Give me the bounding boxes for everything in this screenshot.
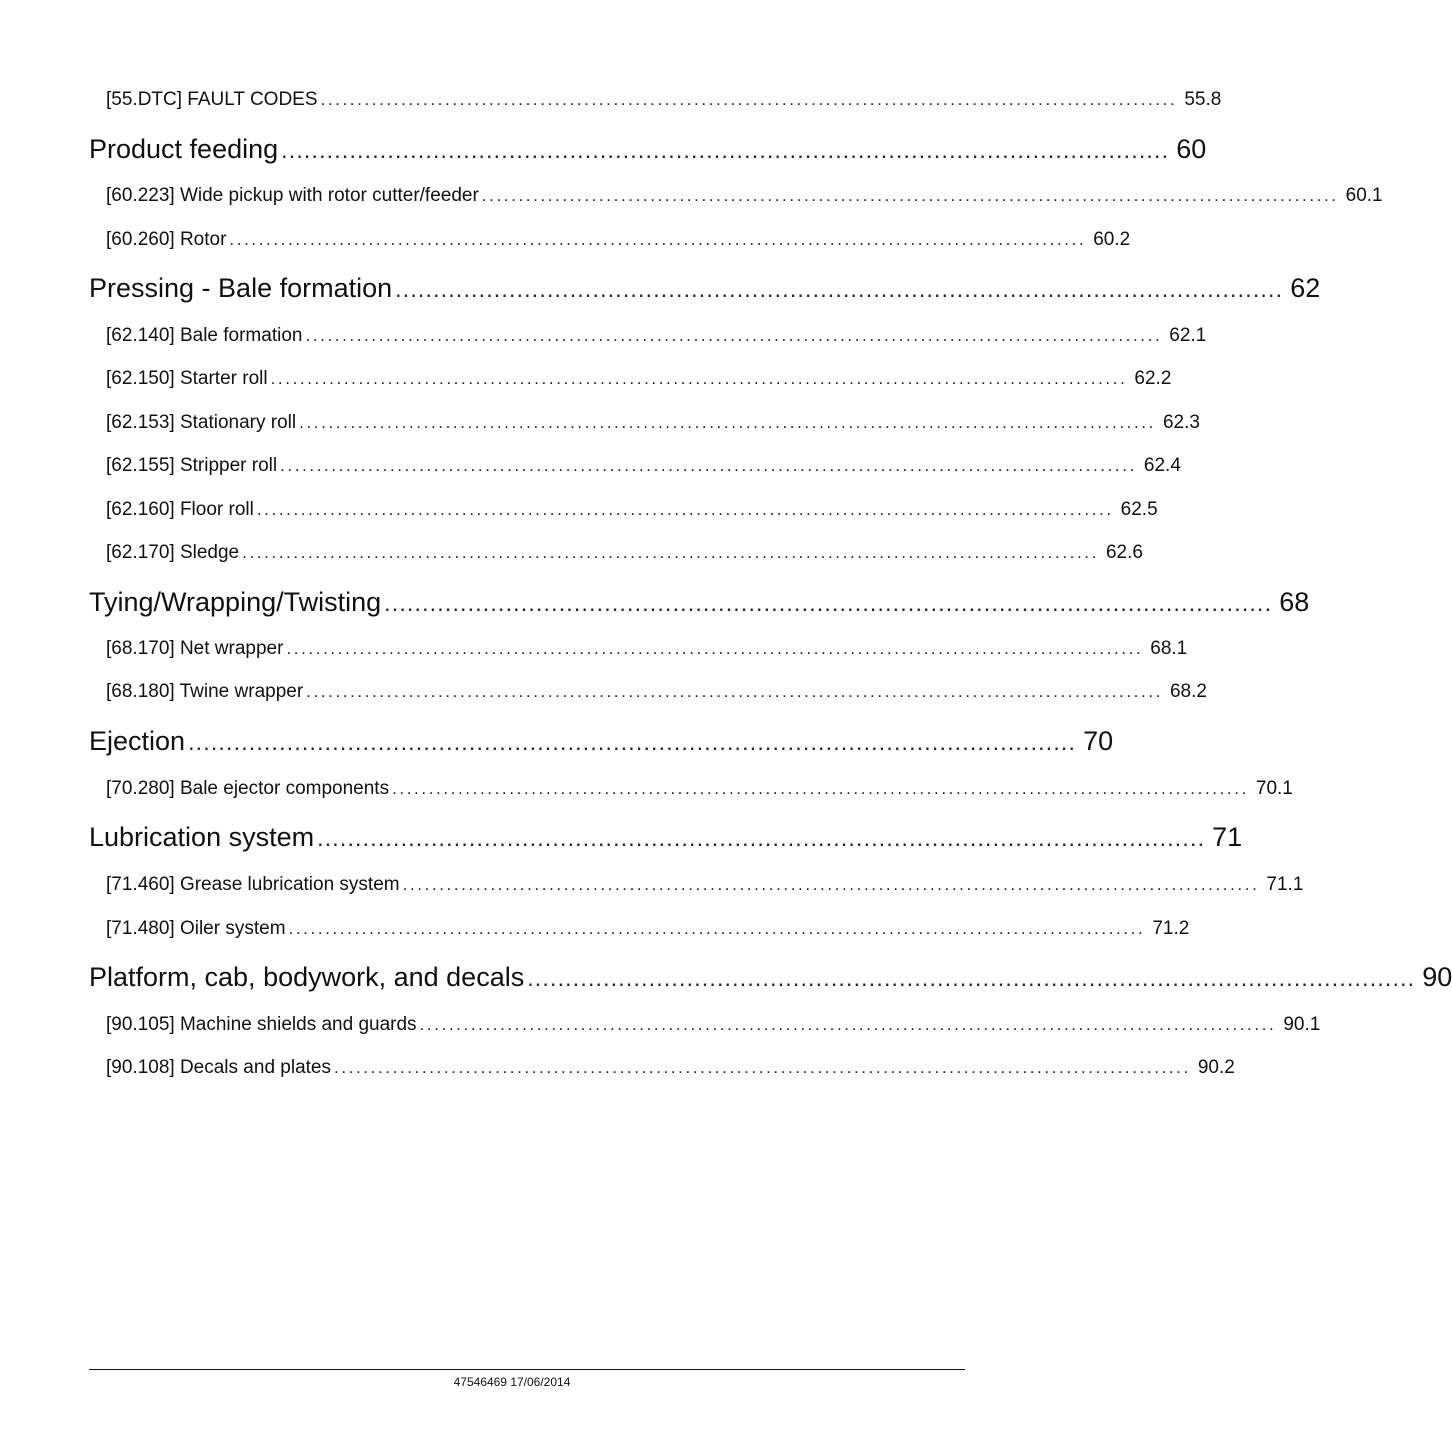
toc-entry-page: 62.3 — [1162, 412, 1200, 433]
toc-entry-page: 55.8 — [1184, 89, 1222, 110]
toc-leader-dots: ..................................................................................................................... — [419, 1015, 1277, 1034]
toc-section-page: 62 — [1290, 273, 1321, 303]
toc-entry[interactable] — [106, 368, 1172, 390]
toc-entry-page: 90.1 — [1283, 1014, 1321, 1035]
toc-leader-dots: ..................................................................................................................... — [334, 1058, 1191, 1077]
toc-leader-dots: ..................................................................................................................... — [188, 729, 1077, 755]
toc-leader-dots: ..................................................................................................................... — [256, 500, 1114, 519]
toc-entry-label: [60.223] Wide pickup with rotor cutter/feeder — [106, 185, 479, 206]
toc-entry[interactable] — [106, 455, 1181, 477]
toc-entry[interactable] — [106, 778, 1293, 800]
toc-entry-page: 60.1 — [1345, 185, 1383, 206]
toc-leader-dots: ..................................................................................................................... — [281, 137, 1170, 163]
toc-entry[interactable] — [106, 89, 1222, 111]
toc-entry-label: [90.105] Machine shields and guards — [106, 1014, 417, 1035]
toc-entry-label: [70.280] Bale ejector components — [106, 778, 390, 799]
toc-leader-dots: ..................................................................................................................... — [288, 919, 1146, 938]
toc-leader-dots: ..................................................................................................................... — [384, 590, 1273, 616]
toc-section-label: Tying/Wrapping/Twisting — [89, 587, 382, 617]
toc-section-page: 71 — [1212, 822, 1243, 852]
toc-section-label: Ejection — [89, 726, 186, 756]
toc-entry-page: 62.4 — [1143, 455, 1181, 476]
toc-section[interactable] — [89, 726, 1114, 757]
toc-leader-dots: ..................................................................................................................... — [527, 965, 1416, 991]
toc-entry-page: 62.1 — [1169, 325, 1207, 346]
toc-leader-dots: ..................................................................................................................... — [299, 413, 1156, 432]
toc-entry-label: [60.260] Rotor — [106, 229, 227, 250]
toc-entry-label: [90.108] Decals and plates — [106, 1057, 331, 1078]
toc-leader-dots: ..................................................................................................................... — [229, 230, 1087, 249]
toc-section-label: Platform, cab, bodywork, and decals — [89, 962, 525, 992]
toc-leader-dots: ..................................................................................................................... — [395, 276, 1284, 302]
toc-section-page: 70 — [1083, 726, 1114, 756]
toc-leader-dots: ..................................................................................................................... — [306, 682, 1163, 701]
toc-entry-page: 62.5 — [1120, 499, 1158, 520]
toc-section[interactable] — [89, 134, 1207, 165]
toc-section-page: 90 — [1422, 962, 1452, 992]
toc-section-page: 60 — [1176, 134, 1207, 164]
toc-entry-label: [62.155] Stripper roll — [106, 455, 278, 476]
toc-entry[interactable] — [106, 542, 1143, 564]
toc-entry[interactable] — [106, 185, 1383, 207]
toc-entry[interactable] — [106, 412, 1200, 434]
toc-leader-dots: ..................................................................................................................... — [320, 90, 1178, 109]
toc-entry-label: [62.153] Stationary roll — [106, 412, 297, 433]
toc-entry-label: [62.170] Sledge — [106, 542, 240, 563]
toc-section-page: 68 — [1279, 587, 1310, 617]
toc-entry[interactable] — [106, 638, 1188, 660]
toc-entry-label: [71.480] Oiler system — [106, 918, 286, 939]
toc-entry[interactable] — [106, 1014, 1321, 1036]
footer-document-id: 47546469 17/06/2014 — [453, 1375, 571, 1389]
toc-section[interactable] — [89, 822, 1243, 853]
toc-leader-dots: ..................................................................................................................... — [270, 369, 1128, 388]
toc-entry-label: [71.460] Grease lubrication system — [106, 874, 400, 895]
footer-divider — [89, 1369, 965, 1370]
toc-leader-dots: ..................................................................................................................... — [305, 326, 1163, 345]
toc-section[interactable] — [89, 962, 1452, 993]
toc-entry[interactable] — [106, 499, 1158, 521]
toc-leader-dots: ..................................................................................................................... — [242, 543, 1099, 562]
toc-entry[interactable] — [106, 229, 1131, 251]
toc-section[interactable] — [89, 587, 1310, 618]
toc-leader-dots: ..................................................................................................................... — [402, 875, 1260, 894]
toc-entry-page: 60.2 — [1093, 229, 1131, 250]
toc-entry-label: [68.180] Twine wrapper — [106, 681, 304, 702]
toc-entry-page: 62.2 — [1134, 368, 1172, 389]
toc-entry[interactable] — [106, 681, 1207, 703]
toc-entry-label: [68.170] Net wrapper — [106, 638, 284, 659]
toc-entry-page: 71.2 — [1152, 918, 1190, 939]
toc-leader-dots: ..................................................................................................................... — [280, 456, 1137, 475]
toc-leader-dots: ..................................................................................................................... — [481, 186, 1339, 205]
toc-entry-page: 71.1 — [1266, 874, 1304, 895]
toc-entry[interactable] — [106, 1057, 1235, 1079]
toc-entry[interactable] — [106, 918, 1190, 940]
toc-section-label: Product feeding — [89, 134, 279, 164]
toc-section[interactable] — [89, 273, 1321, 304]
toc-entry-label: [62.140] Bale formation — [106, 325, 303, 346]
toc-leader-dots: ..................................................................................................................... — [286, 639, 1144, 658]
toc-entry-label: [62.160] Floor roll — [106, 499, 254, 520]
toc-entry[interactable] — [106, 325, 1207, 347]
toc-leader-dots: ..................................................................................................................... — [317, 825, 1206, 851]
toc-section-label: Pressing - Bale formation — [89, 273, 393, 303]
toc-leader-dots: ..................................................................................................................... — [392, 779, 1249, 798]
toc-entry-label: [62.150] Starter roll — [106, 368, 268, 389]
toc-entry-page: 68.1 — [1150, 638, 1188, 659]
toc-section-label: Lubrication system — [89, 822, 315, 852]
toc-entry-label: [55.DTC] FAULT CODES — [106, 89, 318, 110]
toc-entry-page: 62.6 — [1105, 542, 1143, 563]
toc-entry[interactable] — [106, 874, 1304, 896]
toc-entry-page: 68.2 — [1169, 681, 1207, 702]
toc-entry-page: 90.2 — [1197, 1057, 1235, 1078]
toc-entry-page: 70.1 — [1255, 778, 1293, 799]
